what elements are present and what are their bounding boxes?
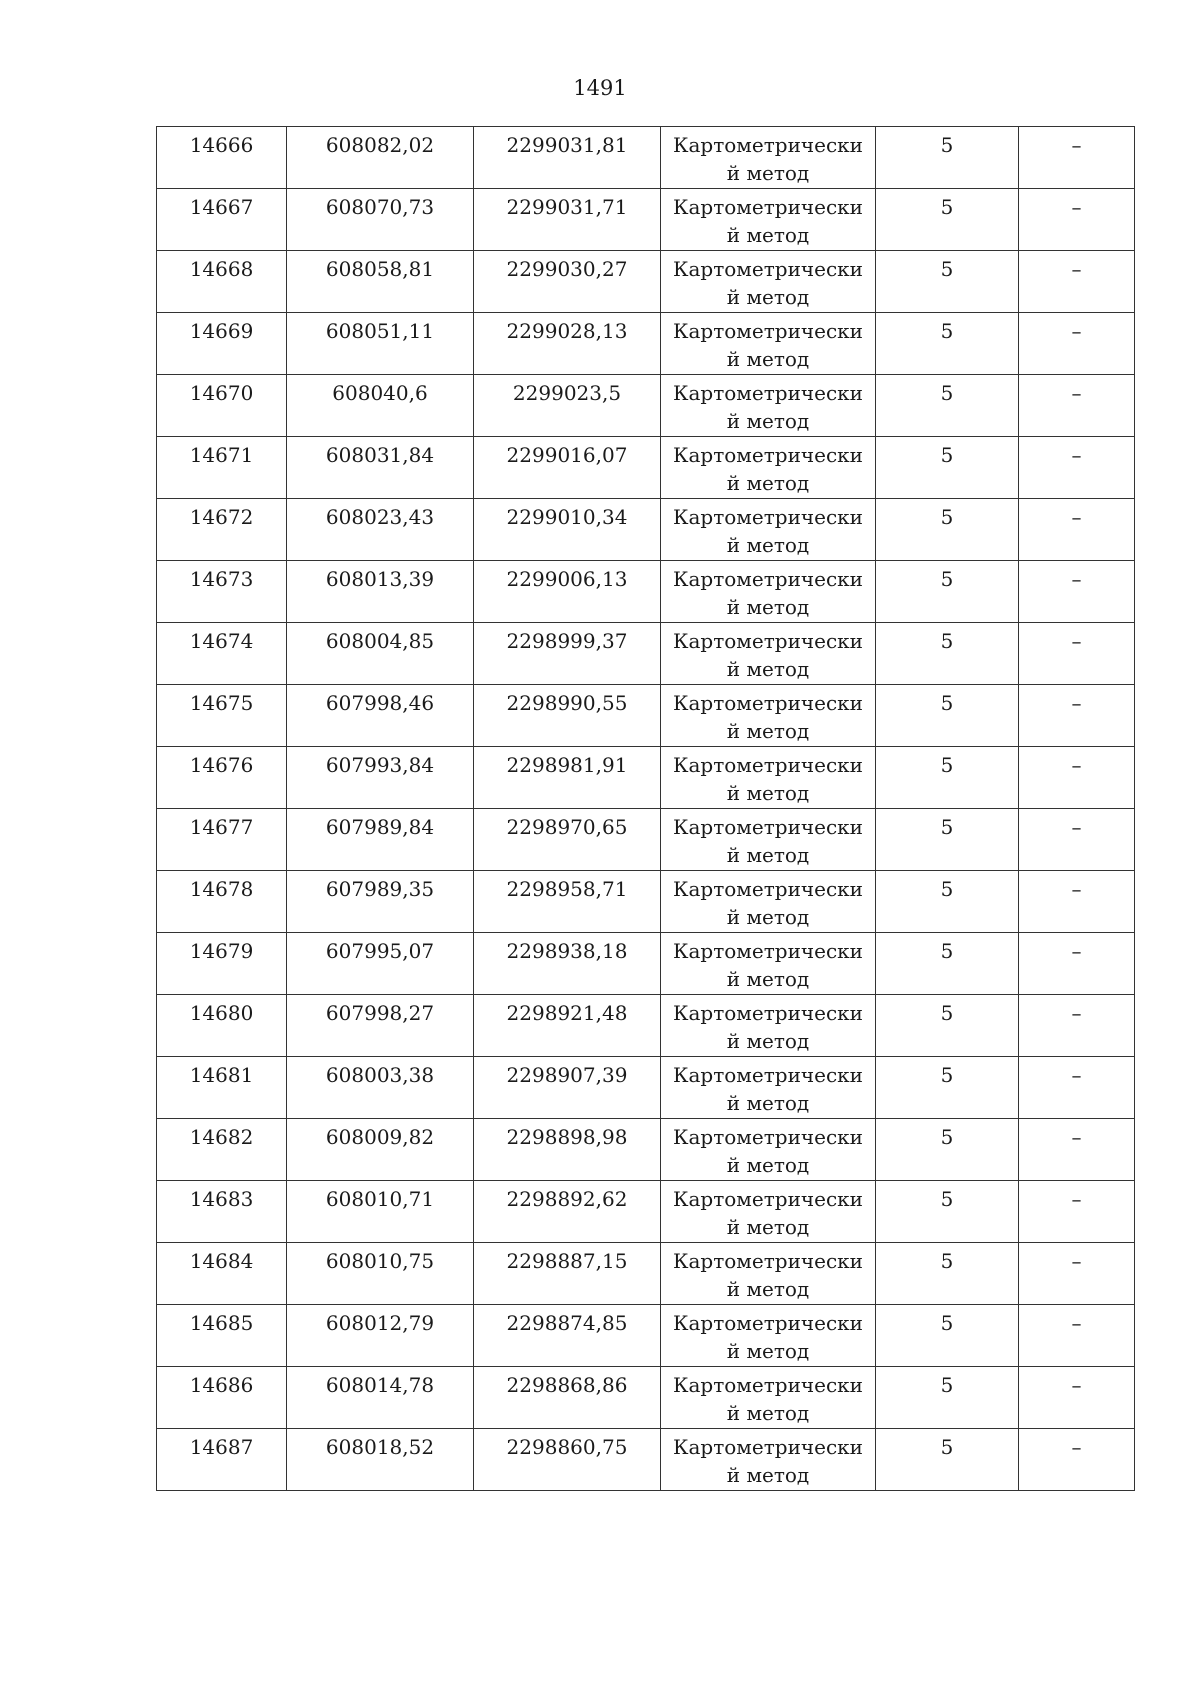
method-cell: Картометрически й метод: [661, 809, 876, 871]
table-row: [157, 995, 1135, 1057]
accuracy-cell: 5: [876, 1429, 1019, 1491]
point-number-cell: 14686: [157, 1367, 287, 1429]
accuracy-cell: 5: [876, 1243, 1019, 1305]
point-number-cell: 14667: [157, 189, 287, 251]
y-coordinate-cell: 2299006,13: [474, 561, 661, 623]
method-cell: Картометрически й метод: [661, 127, 876, 189]
method-cell: Картометрически й метод: [661, 1119, 876, 1181]
note-cell: –: [1019, 995, 1135, 1057]
method-cell: Картометрически й метод: [661, 933, 876, 995]
accuracy-cell: 5: [876, 623, 1019, 685]
y-coordinate-cell: 2298938,18: [474, 933, 661, 995]
point-number-cell: 14684: [157, 1243, 287, 1305]
note-cell: –: [1019, 747, 1135, 809]
y-coordinate-cell: 2298887,15: [474, 1243, 661, 1305]
point-number-cell: 14666: [157, 127, 287, 189]
table-row: [157, 747, 1135, 809]
x-coordinate-cell: 608040,6: [287, 375, 474, 437]
y-coordinate-cell: 2298868,86: [474, 1367, 661, 1429]
x-coordinate-cell: 608003,38: [287, 1057, 474, 1119]
note-cell: –: [1019, 1243, 1135, 1305]
y-coordinate-cell: 2299031,71: [474, 189, 661, 251]
method-cell: Картометрически й метод: [661, 499, 876, 561]
accuracy-cell: 5: [876, 1181, 1019, 1243]
note-cell: –: [1019, 871, 1135, 933]
accuracy-cell: 5: [876, 1305, 1019, 1367]
accuracy-cell: 5: [876, 871, 1019, 933]
note-cell: –: [1019, 933, 1135, 995]
table-row: [157, 1119, 1135, 1181]
y-coordinate-cell: 2298892,62: [474, 1181, 661, 1243]
method-cell: Картометрически й метод: [661, 313, 876, 375]
x-coordinate-cell: 608012,79: [287, 1305, 474, 1367]
x-coordinate-cell: 608070,73: [287, 189, 474, 251]
point-number-cell: 14682: [157, 1119, 287, 1181]
note-cell: –: [1019, 1119, 1135, 1181]
note-cell: –: [1019, 127, 1135, 189]
method-cell: Картометрически й метод: [661, 747, 876, 809]
method-cell: Картометрически й метод: [661, 1305, 876, 1367]
y-coordinate-cell: 2299016,07: [474, 437, 661, 499]
x-coordinate-cell: 608058,81: [287, 251, 474, 313]
accuracy-cell: 5: [876, 561, 1019, 623]
accuracy-cell: 5: [876, 437, 1019, 499]
x-coordinate-cell: 608031,84: [287, 437, 474, 499]
note-cell: –: [1019, 623, 1135, 685]
table-row: [157, 561, 1135, 623]
y-coordinate-cell: 2299010,34: [474, 499, 661, 561]
table-row: [157, 933, 1135, 995]
accuracy-cell: 5: [876, 375, 1019, 437]
x-coordinate-cell: 607989,35: [287, 871, 474, 933]
method-cell: Картометрически й метод: [661, 1429, 876, 1491]
y-coordinate-cell: 2298898,98: [474, 1119, 661, 1181]
table-row: [157, 437, 1135, 499]
accuracy-cell: 5: [876, 747, 1019, 809]
method-cell: Картометрически й метод: [661, 995, 876, 1057]
x-coordinate-cell: 608082,02: [287, 127, 474, 189]
y-coordinate-cell: 2298874,85: [474, 1305, 661, 1367]
accuracy-cell: 5: [876, 995, 1019, 1057]
y-coordinate-cell: 2298999,37: [474, 623, 661, 685]
table-body: [157, 127, 1135, 1491]
note-cell: –: [1019, 375, 1135, 437]
point-number-cell: 14679: [157, 933, 287, 995]
accuracy-cell: 5: [876, 189, 1019, 251]
table-row: [157, 1057, 1135, 1119]
coordinates-table: [156, 126, 1135, 1491]
x-coordinate-cell: 608014,78: [287, 1367, 474, 1429]
note-cell: –: [1019, 499, 1135, 561]
note-cell: –: [1019, 1057, 1135, 1119]
y-coordinate-cell: 2299031,81: [474, 127, 661, 189]
table-row: [157, 809, 1135, 871]
y-coordinate-cell: 2298921,48: [474, 995, 661, 1057]
x-coordinate-cell: 608013,39: [287, 561, 474, 623]
x-coordinate-cell: 608010,75: [287, 1243, 474, 1305]
y-coordinate-cell: 2299030,27: [474, 251, 661, 313]
y-coordinate-cell: 2298958,71: [474, 871, 661, 933]
x-coordinate-cell: 608051,11: [287, 313, 474, 375]
table-row: [157, 313, 1135, 375]
y-coordinate-cell: 2298860,75: [474, 1429, 661, 1491]
accuracy-cell: 5: [876, 685, 1019, 747]
accuracy-cell: 5: [876, 313, 1019, 375]
point-number-cell: 14670: [157, 375, 287, 437]
accuracy-cell: 5: [876, 251, 1019, 313]
page-number: 1491: [573, 76, 627, 100]
table-row: [157, 623, 1135, 685]
method-cell: Картометрически й метод: [661, 1243, 876, 1305]
point-number-cell: 14671: [157, 437, 287, 499]
y-coordinate-cell: 2299023,5: [474, 375, 661, 437]
point-number-cell: 14669: [157, 313, 287, 375]
point-number-cell: 14677: [157, 809, 287, 871]
point-number-cell: 14675: [157, 685, 287, 747]
table-row: [157, 1181, 1135, 1243]
accuracy-cell: 5: [876, 499, 1019, 561]
y-coordinate-cell: 2299028,13: [474, 313, 661, 375]
method-cell: Картометрически й метод: [661, 437, 876, 499]
method-cell: Картометрически й метод: [661, 375, 876, 437]
method-cell: Картометрически й метод: [661, 1057, 876, 1119]
accuracy-cell: 5: [876, 1119, 1019, 1181]
point-number-cell: 14685: [157, 1305, 287, 1367]
x-coordinate-cell: 608009,82: [287, 1119, 474, 1181]
note-cell: –: [1019, 1181, 1135, 1243]
point-number-cell: 14678: [157, 871, 287, 933]
table-row: [157, 375, 1135, 437]
table-row: [157, 871, 1135, 933]
method-cell: Картометрически й метод: [661, 1181, 876, 1243]
table-row: [157, 1367, 1135, 1429]
point-number-cell: 14680: [157, 995, 287, 1057]
method-cell: Картометрически й метод: [661, 1367, 876, 1429]
accuracy-cell: 5: [876, 1367, 1019, 1429]
note-cell: –: [1019, 313, 1135, 375]
table-row: [157, 685, 1135, 747]
point-number-cell: 14676: [157, 747, 287, 809]
note-cell: –: [1019, 437, 1135, 499]
note-cell: –: [1019, 1429, 1135, 1491]
point-number-cell: 14681: [157, 1057, 287, 1119]
point-number-cell: 14673: [157, 561, 287, 623]
point-number-cell: 14672: [157, 499, 287, 561]
note-cell: –: [1019, 561, 1135, 623]
method-cell: Картометрически й метод: [661, 189, 876, 251]
x-coordinate-cell: 608023,43: [287, 499, 474, 561]
x-coordinate-cell: 608010,71: [287, 1181, 474, 1243]
method-cell: Картометрически й метод: [661, 623, 876, 685]
table-row: [157, 251, 1135, 313]
point-number-cell: 14668: [157, 251, 287, 313]
point-number-cell: 14674: [157, 623, 287, 685]
note-cell: –: [1019, 1305, 1135, 1367]
y-coordinate-cell: 2298907,39: [474, 1057, 661, 1119]
table-row: [157, 189, 1135, 251]
x-coordinate-cell: 608004,85: [287, 623, 474, 685]
x-coordinate-cell: 607998,27: [287, 995, 474, 1057]
point-number-cell: 14683: [157, 1181, 287, 1243]
method-cell: Картометрически й метод: [661, 251, 876, 313]
method-cell: Картометрически й метод: [661, 871, 876, 933]
y-coordinate-cell: 2298970,65: [474, 809, 661, 871]
accuracy-cell: 5: [876, 809, 1019, 871]
table-row: [157, 499, 1135, 561]
note-cell: –: [1019, 1367, 1135, 1429]
table-row: [157, 1243, 1135, 1305]
point-number-cell: 14687: [157, 1429, 287, 1491]
table-row: [157, 1429, 1135, 1491]
x-coordinate-cell: 607995,07: [287, 933, 474, 995]
table-row: [157, 1305, 1135, 1367]
note-cell: –: [1019, 251, 1135, 313]
accuracy-cell: 5: [876, 127, 1019, 189]
x-coordinate-cell: 607993,84: [287, 747, 474, 809]
accuracy-cell: 5: [876, 1057, 1019, 1119]
method-cell: Картометрически й метод: [661, 685, 876, 747]
note-cell: –: [1019, 809, 1135, 871]
x-coordinate-cell: 607989,84: [287, 809, 474, 871]
y-coordinate-cell: 2298981,91: [474, 747, 661, 809]
accuracy-cell: 5: [876, 933, 1019, 995]
note-cell: –: [1019, 189, 1135, 251]
x-coordinate-cell: 607998,46: [287, 685, 474, 747]
y-coordinate-cell: 2298990,55: [474, 685, 661, 747]
method-cell: Картометрически й метод: [661, 561, 876, 623]
x-coordinate-cell: 608018,52: [287, 1429, 474, 1491]
table-row: [157, 127, 1135, 189]
note-cell: –: [1019, 685, 1135, 747]
